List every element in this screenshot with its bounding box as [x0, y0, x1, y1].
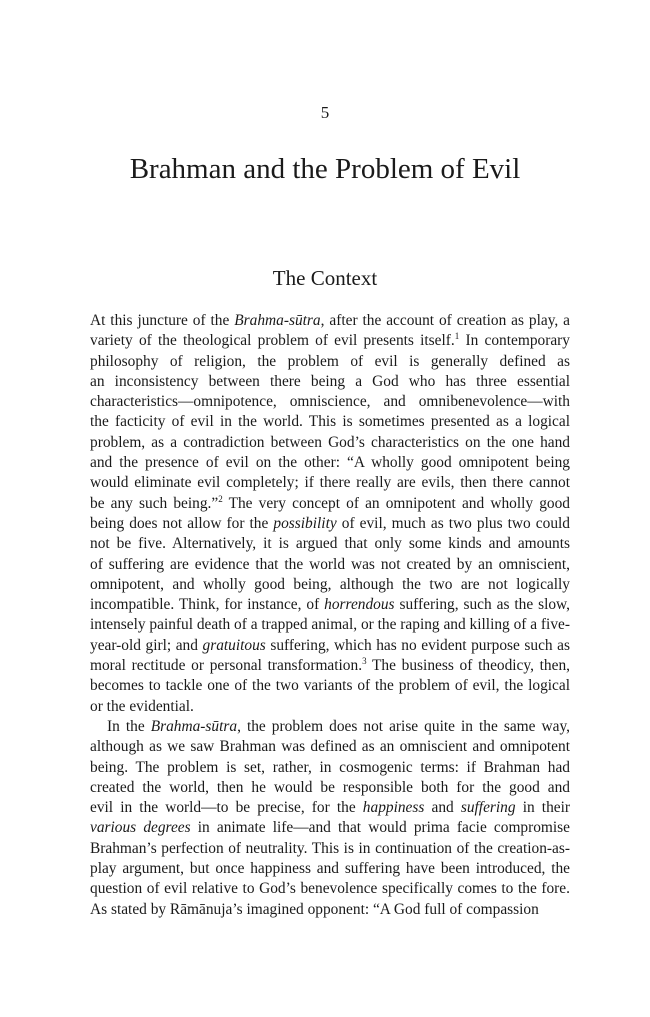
text-line: In the Brahma-sūtra, the problem does not arise quite in the same way, — [107, 717, 570, 735]
text-line: moral rectitude or personal transformation.$^3$ The business of theodicy, then, — [90, 655, 571, 675]
text-line: of suffering are evidence that the world was not created by an omniscient, — [90, 555, 570, 573]
text-line: an inconsistency between there being a God who has three essential — [90, 372, 570, 390]
text-line: At this juncture of the Brahma-sūtra, after the account of creation as play, a — [90, 312, 570, 329]
text-line: be any such being.”$^2$ The very concept of an omnipotent and wholly good — [90, 493, 570, 512]
text-line: omnipotent, and wholly good being, although the two are not logically — [90, 575, 570, 593]
text-line: intensely painful death of a trapped animal, or the raping and killing of a five- — [90, 616, 570, 634]
text-line: various degrees in animate life—and that would prima facie compromise — [90, 819, 570, 837]
text-line: being. The problem is set, rather, in cosmogenic terms: if Brahman had — [90, 758, 570, 776]
text-line: not be five. Alternatively, it is argued that only some kinds and amounts — [90, 535, 570, 553]
text-line: created the world, then he would be responsible both for the good and — [90, 778, 570, 796]
text-line: play argument, but once happiness and suffering have been introduced, the — [90, 860, 570, 878]
text-line: variety of the theological problem of evil presents itself.$^1$ In contemporary — [90, 331, 570, 350]
text-line: characteristics—omnipotence, omniscience, and omnibenevolence—with — [90, 393, 570, 411]
body-text — [90, 311, 570, 920]
text-line: and the presence of evil on the other: “A wholly good omnipotent being — [90, 454, 570, 472]
text-line: problem, as a contradiction between God’s characteristics on the one hand — [90, 433, 570, 451]
text-line: being does not allow for the possibility of evil, much as two plus two could — [90, 514, 570, 532]
section-title: The Context — [272, 266, 378, 290]
text-line: although as we saw Brahman was defined as an omniscient and omnipotent — [90, 738, 570, 756]
text-line: or the evidential. — [90, 697, 194, 715]
text-line: question of evil relative to God’s benevolence specifically comes to the fore. — [90, 880, 570, 898]
text-line: becomes to tackle one of the two variants of the problem of evil, the logical — [90, 677, 570, 695]
text-line: incompatible. Think, for instance, of horrendous suffering, such as the slow, — [90, 596, 570, 614]
text-line: year-old girl; and gratuitous suffering, which has no evident purpose such as — [90, 636, 570, 654]
chapter-number: 5 — [320, 103, 330, 122]
text-line: Brahman’s perfection of neutrality. This is in continuation of the creation-as- — [90, 839, 570, 857]
text-line: philosophy of religion, the problem of evil is generally defined as — [90, 352, 570, 370]
paragraph — [90, 717, 570, 920]
text-line: the facticity of evil in the world. This is sometimes presented as a logical — [90, 413, 570, 431]
text-line: evil in the world—to be precise, for the happiness and suffering in their — [90, 799, 570, 817]
text-line: As stated by Rāmānuja’s imagined opponent: “A God full of compassion — [90, 900, 539, 918]
text-line: would eliminate evil completely; if there really are evils, then there cannot — [90, 474, 570, 492]
chapter-title: Brahman and the Problem of Evil — [129, 153, 521, 185]
paragraph — [90, 311, 570, 717]
